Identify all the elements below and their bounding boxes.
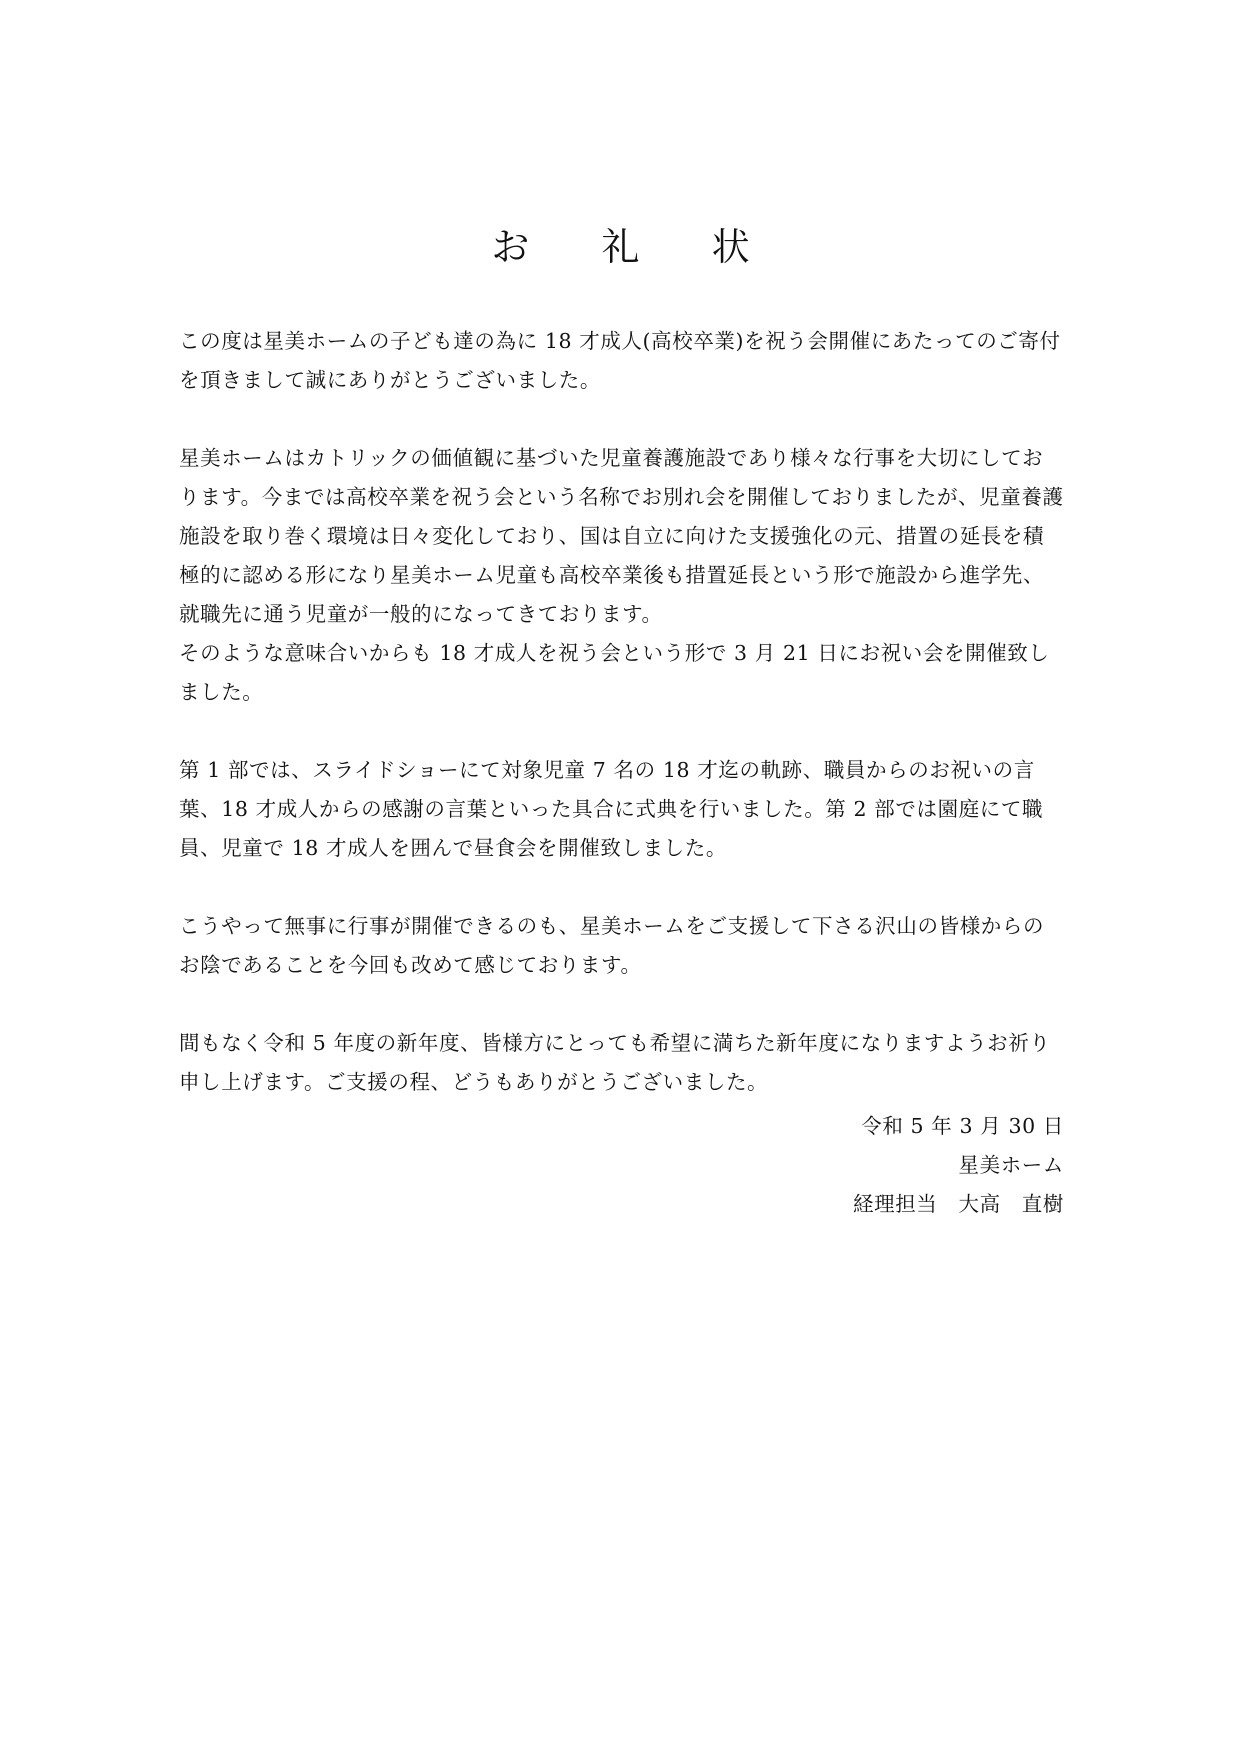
organization-name: 星美ホーム — [958, 1153, 1064, 1177]
letter-body — [179, 322, 1064, 1102]
paragraph-gap — [179, 868, 1064, 907]
letter-date: 令和 5 年 3 月 30 日 — [861, 1114, 1064, 1138]
paragraph-event-held: そのような意味合いからも 18 才成人を祝う会という形で 3 月 21 日にお祝い会を開催致しました。 — [179, 641, 1050, 704]
paragraph-gap — [179, 400, 1064, 439]
letter-title: お 礼 状 — [491, 225, 780, 269]
paragraph-gap — [179, 985, 1064, 1024]
paragraph-gap — [179, 712, 1064, 751]
paragraph-closing: 間もなく令和 5 年度の新年度、皆様方にとっても希望に満ちた新年度になりますようお祈り申し上げます。ご支援の程、どうもありがとうございました。 — [179, 1031, 1051, 1094]
signature-block — [853, 1107, 1064, 1224]
paragraph-gratitude: こうやって無事に行事が開催できるのも、星美ホームをご支援して下さる沢山の皆様からのお陰であることを今回も改めて感じております。 — [179, 914, 1045, 977]
paragraph-donation-thanks: この度は星美ホームの子ども達の為に 18 才成人(高校卒業)を祝う会開催にあたってのご寄付を頂きまして誠にありがとうございました。 — [179, 329, 1061, 392]
signer-name: 経理担当 大高 直樹 — [853, 1192, 1064, 1216]
paragraph-event-program: 第 1 部では、スライドショーにて対象児童 7 名の 18 才迄の軌跡、職員からのお祝いの言葉、18 才成人からの感謝の言葉といった具合に式典を行いました。第 2 部では園庭にて職員、児童で 18 才成人を囲んで昼食会を開催致しました。 — [179, 758, 1044, 860]
paragraph-home-background: 星美ホームはカトリックの価値観に基づいた児童養護施設であり様々な行事を大切にしております。今までは高校卒業を祝う会という名称でお別れ会を開催しておりましたが、児童養護施設を取り巻く環境は日々変化しており、国は自立に向けた支援強化の元、措置の延長を積極的に認める形になり星美ホーム児童も高校卒業後も措置延長という形で施設から進学先、就職先に通う児童が一般的になってきております。 — [179, 446, 1064, 626]
